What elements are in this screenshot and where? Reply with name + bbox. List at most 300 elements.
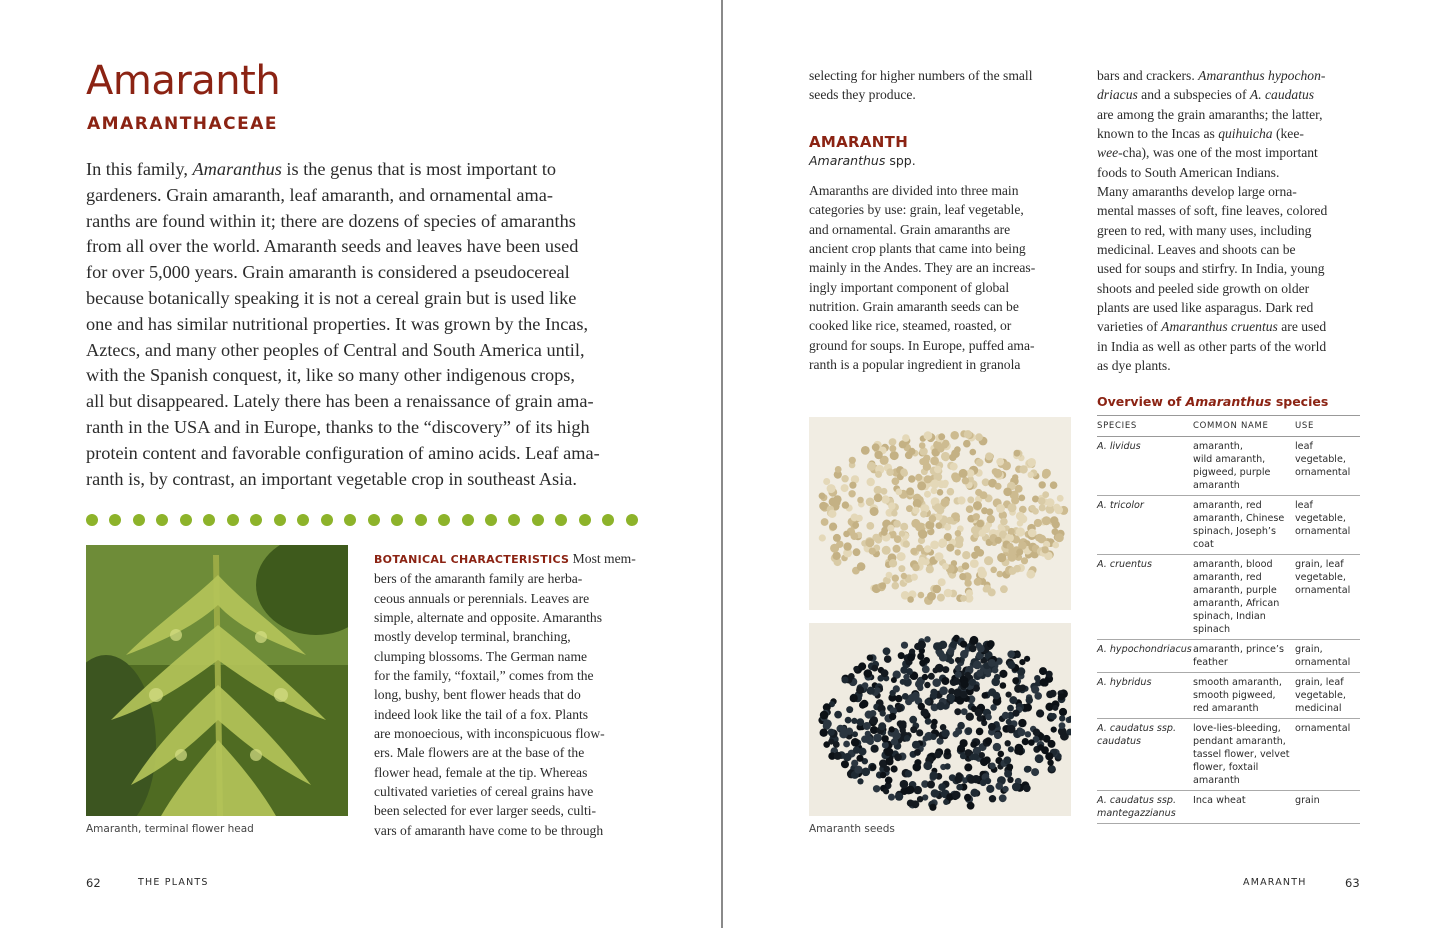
seed [1032,508,1039,515]
botanical-line [374,763,644,782]
seed [1024,766,1031,773]
seed [947,488,955,496]
seed [913,763,922,772]
seed [962,562,970,570]
seed [1019,465,1027,473]
seed [1006,692,1012,698]
seed [1012,677,1019,684]
seed [1000,518,1008,526]
seed [1019,659,1025,665]
seed [966,727,973,734]
table-cell: ornamental [1295,723,1351,734]
seed [963,440,971,448]
table-header-cell: SPECIES [1097,421,1137,431]
seed [882,742,889,749]
seed [882,546,891,555]
seed [842,501,849,508]
seed [924,475,932,483]
seed [990,704,997,711]
table-cell: amaranth, red amaranth, Chinese spinach, Joseph’s coat [1193,500,1285,550]
seed [965,672,971,678]
seed [1018,495,1025,502]
seed [1018,719,1026,727]
seed [1016,527,1025,536]
seed [1036,709,1044,717]
seed [892,582,900,590]
seed [889,438,897,446]
seed [843,753,851,761]
seed [998,751,1005,758]
seed [905,770,912,777]
botanical-text: ceous annuals or perennials. Leaves are [374,590,590,606]
seed [850,694,858,702]
table-row [1097,719,1360,791]
seed [898,565,905,572]
seed [827,484,836,493]
text-run: with the Spanish conquest, it, like so many other indigenous crops, [86,365,575,386]
seed [1046,498,1055,507]
seed [942,455,949,462]
divider-dot [227,514,239,526]
table-cell: grain, leaf vegetable, medicinal [1295,677,1346,714]
seed [977,715,984,722]
botanical-text: simple, alternate and opposite. Amaranths [374,610,603,626]
table-header-cell: COMMON NAME [1193,421,1269,431]
seed [944,589,953,598]
seed [977,645,985,653]
botanical-line [374,821,644,840]
seed [874,486,882,494]
seed [821,518,829,526]
family-name: AMARANTHACEAE [87,114,279,134]
botanical-line [374,569,644,588]
seed [846,706,853,713]
seed [881,735,888,742]
seed [999,670,1007,678]
seed [857,562,864,569]
seed [1022,738,1029,745]
seed [953,731,960,738]
seed [938,433,945,440]
table-row [1097,437,1360,496]
botanical-line [374,724,644,743]
text-run: ranths are found within it; there are dozens of species of amaranths [86,210,576,231]
col1-line: ingly important component of global [809,279,1010,295]
table-cell: A. tricolor [1097,500,1144,511]
entry-latin-suffix: spp. [885,153,916,168]
seed [934,466,942,474]
seed [906,668,913,675]
intro-line [86,234,636,260]
intro-line [86,363,636,389]
seed [1008,746,1014,752]
divider-dot [344,514,356,526]
seed [1004,770,1012,778]
divider-dot [274,514,286,526]
text-run: Many amaranths develop large orna- [1097,184,1297,200]
col2-line [1097,240,1363,259]
seed [929,804,936,811]
col2-line [1097,279,1363,298]
text-run: from all over the world. Amaranth seeds and leaves have been used [86,236,579,257]
botanical-characteristics [374,549,644,840]
intro-line [86,286,636,312]
seed [889,445,896,452]
col2-line [1097,356,1363,375]
species-table [1097,415,1360,824]
seed [1035,754,1044,763]
seed [900,780,909,789]
table-cell: love-lies-bleeding, pendant amaranth, tassel flower, velvet flower, foxtail amaranth [1193,723,1290,786]
seed [987,515,995,523]
seed [962,477,969,484]
seed [917,685,923,691]
table-cell: A. cruentus [1097,559,1152,570]
page-number-left: 62 [86,876,101,890]
seed [985,452,993,460]
seed [930,734,936,740]
col1-line: nutrition. Grain amaranth seeds can be [809,299,1019,315]
text-run: In this family, [86,159,193,179]
seed [979,529,986,536]
seed [1059,722,1066,729]
seed [924,682,930,688]
seed [955,535,964,544]
table-title-pre: Overview of [1097,394,1186,409]
botanical-text: ers. Male flowers are at the base of the [374,745,585,761]
seed [938,578,946,586]
seed [861,446,870,455]
seed [871,745,879,753]
seed [856,686,864,694]
seed [925,698,931,704]
seed [964,430,972,438]
seed [1048,740,1056,748]
seed [974,546,981,553]
seed [912,564,920,572]
table-header-row [1097,415,1360,437]
seed [946,544,954,552]
seed [893,545,901,553]
seed [996,504,1005,513]
seed [898,652,905,659]
italic-term: wee [1097,145,1119,161]
divider-dot [438,514,450,526]
divider-dot [579,514,591,526]
seed [993,743,1001,751]
divider-dot [391,514,403,526]
seed [911,519,920,528]
table-title-genus: Amaranthus [1185,394,1272,409]
seed [995,537,1002,544]
seed [996,458,1004,466]
seed [1034,692,1042,700]
intro-line [86,467,636,493]
seed [1004,758,1010,764]
seed [1050,481,1058,489]
seed [873,785,880,792]
seed [889,713,896,720]
table-header-cell: USE [1295,421,1315,431]
seed [1009,696,1017,704]
intro-paragraph [86,157,636,492]
seed [923,761,932,770]
seed [947,694,955,702]
seed [955,549,961,555]
seed [995,782,1003,790]
seed [985,778,991,784]
seed [865,711,873,719]
table-cell: A. lividus [1097,441,1141,452]
seed [937,594,945,602]
amaranth-flower-photo [86,545,348,816]
seed [994,732,1001,739]
seed [843,741,850,748]
seed [853,548,861,556]
seed [881,669,889,677]
col2-line [1097,201,1363,220]
seed [918,557,926,565]
botanical-heading: BOTANICAL CHARACTERISTICS [374,553,570,566]
table-cell: grain, leaf vegetable, ornamental [1295,559,1351,596]
seed [977,567,985,575]
divider-dot [462,514,474,526]
seed [938,480,946,488]
intro-line [86,209,636,235]
seed [1012,710,1019,717]
table-row [1097,555,1360,640]
seed [930,541,939,550]
seed [907,654,915,662]
seed [980,491,988,499]
seed [970,636,979,645]
seed [984,556,993,565]
seed [1005,740,1011,746]
seed [1034,519,1042,527]
seed [986,508,993,515]
seed [889,559,897,567]
seed [928,673,935,680]
seed [1028,739,1035,746]
seed [1007,705,1014,712]
table-cell: A. caudatus ssp. caudatus [1097,723,1177,747]
seed [888,794,895,801]
seed [922,666,930,674]
pale-seeds-photo [809,417,1071,610]
seed [904,735,911,742]
seed [979,752,985,758]
seed [960,595,967,602]
seed [862,768,871,777]
seed [914,749,921,756]
seed [1019,515,1028,524]
seed [865,538,874,547]
seed [959,573,966,580]
seed [941,677,949,685]
seed [955,530,962,537]
seed [919,442,926,449]
seed [935,552,944,561]
text-run: medicinal. Leaves and shoots can be [1097,242,1296,258]
col1-line: ground for soups. In Europe, puffed ama- [809,337,1035,353]
seed [966,589,973,596]
divider-dot [297,514,309,526]
col2-line [1097,163,1363,182]
text-run: ranth in the USA and in Europe, thanks to the “discovery” of its high [86,416,590,437]
italic-term: driacus [1097,87,1138,103]
running-head-left: THE PLANTS [138,877,209,888]
italic-term: Amaranthus cruentus [1161,319,1278,335]
text-run: all but disappeared. Lately there has been a renaissance of grain ama- [86,391,594,412]
seed [919,447,927,455]
seed [961,680,969,688]
text-run: for over 5,000 years. Grain amaranth is considered a pseudocereal [86,262,570,283]
seed [991,678,1000,687]
text-run: shoots and peeled side growth on older [1097,280,1310,296]
seed [1038,497,1046,505]
seed [1025,731,1031,737]
seed [1016,549,1023,556]
col1-line: cooked like rice, steamed, roasted, or [809,318,1012,334]
text-run: is the genus that is most important to [281,159,557,179]
entry-latin-name [809,153,916,168]
text-run: in India as well as other parts of the world [1097,338,1327,354]
seed [1052,521,1060,529]
seed [1042,516,1051,525]
page-number-right: 63 [1345,876,1360,890]
seed [939,686,948,695]
seed [972,775,980,783]
divider-dot [532,514,544,526]
seed [841,475,848,482]
seed [878,722,886,730]
seed [1014,450,1021,457]
botanical-line [374,627,644,646]
seed [834,711,842,719]
col2-line [1097,66,1363,85]
seed [1049,766,1055,772]
seed [891,765,898,772]
divider-dot [133,514,145,526]
seed [988,659,996,667]
text-run: (kee- [1272,126,1304,142]
seed [888,502,895,509]
seed [900,679,906,685]
col1-line: seeds they produce. [809,87,916,103]
seed [992,667,999,674]
entry-heading: AMARANTH [809,133,909,151]
botanical-text: long, bushy, bent flower heads that do [374,687,581,703]
intro-line [86,441,636,467]
seed [960,650,968,658]
seed [931,487,938,494]
botanical-line [374,647,644,666]
seed [841,484,849,492]
seed [875,536,882,543]
seed [924,545,932,553]
seed [1026,697,1033,704]
seed [828,739,834,745]
table-cell: smooth amaranth, smooth pigweed, red amaranth [1193,677,1282,714]
seed [955,671,962,678]
seed [932,678,941,687]
seed [860,700,868,708]
seed [903,541,910,548]
botanical-line [374,549,644,569]
right-page [723,0,1445,928]
seed [964,763,972,771]
seed [967,496,974,503]
botanical-line [374,608,644,627]
seed [1040,678,1048,686]
seed [944,763,950,769]
table-title [1097,394,1328,409]
seed [956,784,963,791]
seed [974,578,982,586]
italic-term: quihuicha [1218,126,1273,142]
intro-line [86,312,636,338]
col1-paragraph [809,181,1071,374]
text-run: ranth is, by contrast, an important vegetable crop in southeast Asia. [86,468,577,489]
seed [990,567,997,574]
botanical-line [374,743,644,762]
seed [849,457,856,464]
seed [941,498,950,507]
seed [962,551,970,559]
seed [917,653,924,660]
seed [988,723,996,731]
seed [920,511,927,518]
seed [895,792,903,800]
seed [819,502,828,511]
running-head-right: AMARANTH [1243,877,1307,888]
seed [842,677,849,684]
seed [1052,705,1058,711]
botanical-text: been selected for ever larger seeds, culti- [374,803,597,819]
seed [944,748,951,755]
seed [964,579,971,586]
seed [921,457,929,465]
seed [1012,783,1021,792]
seed [961,708,968,715]
seed [874,687,880,693]
seed [1054,506,1063,515]
text-run: mental masses of soft, fine leaves, colored [1097,203,1328,219]
seed [890,451,899,460]
col2-line [1097,105,1363,124]
seed [970,741,977,748]
seed [1033,729,1041,737]
seed [853,746,860,753]
seed [886,748,893,755]
botanical-text: mostly develop terminal, branching, [374,629,571,645]
seed [927,592,936,601]
seed [983,756,991,764]
seed [879,582,886,589]
seed [1013,565,1021,573]
seed [976,520,984,528]
seed [1059,715,1065,721]
seed [997,553,1006,562]
seed [986,785,994,793]
seed [950,463,958,471]
flower-photo-caption: Amaranth, terminal flower head [86,823,254,835]
seed [1042,546,1049,553]
botanical-text: Most mem- [569,551,636,566]
text-run: used for soups and stirfry. In India, young [1097,261,1325,277]
seed [993,469,1002,478]
botanical-line [374,705,644,724]
